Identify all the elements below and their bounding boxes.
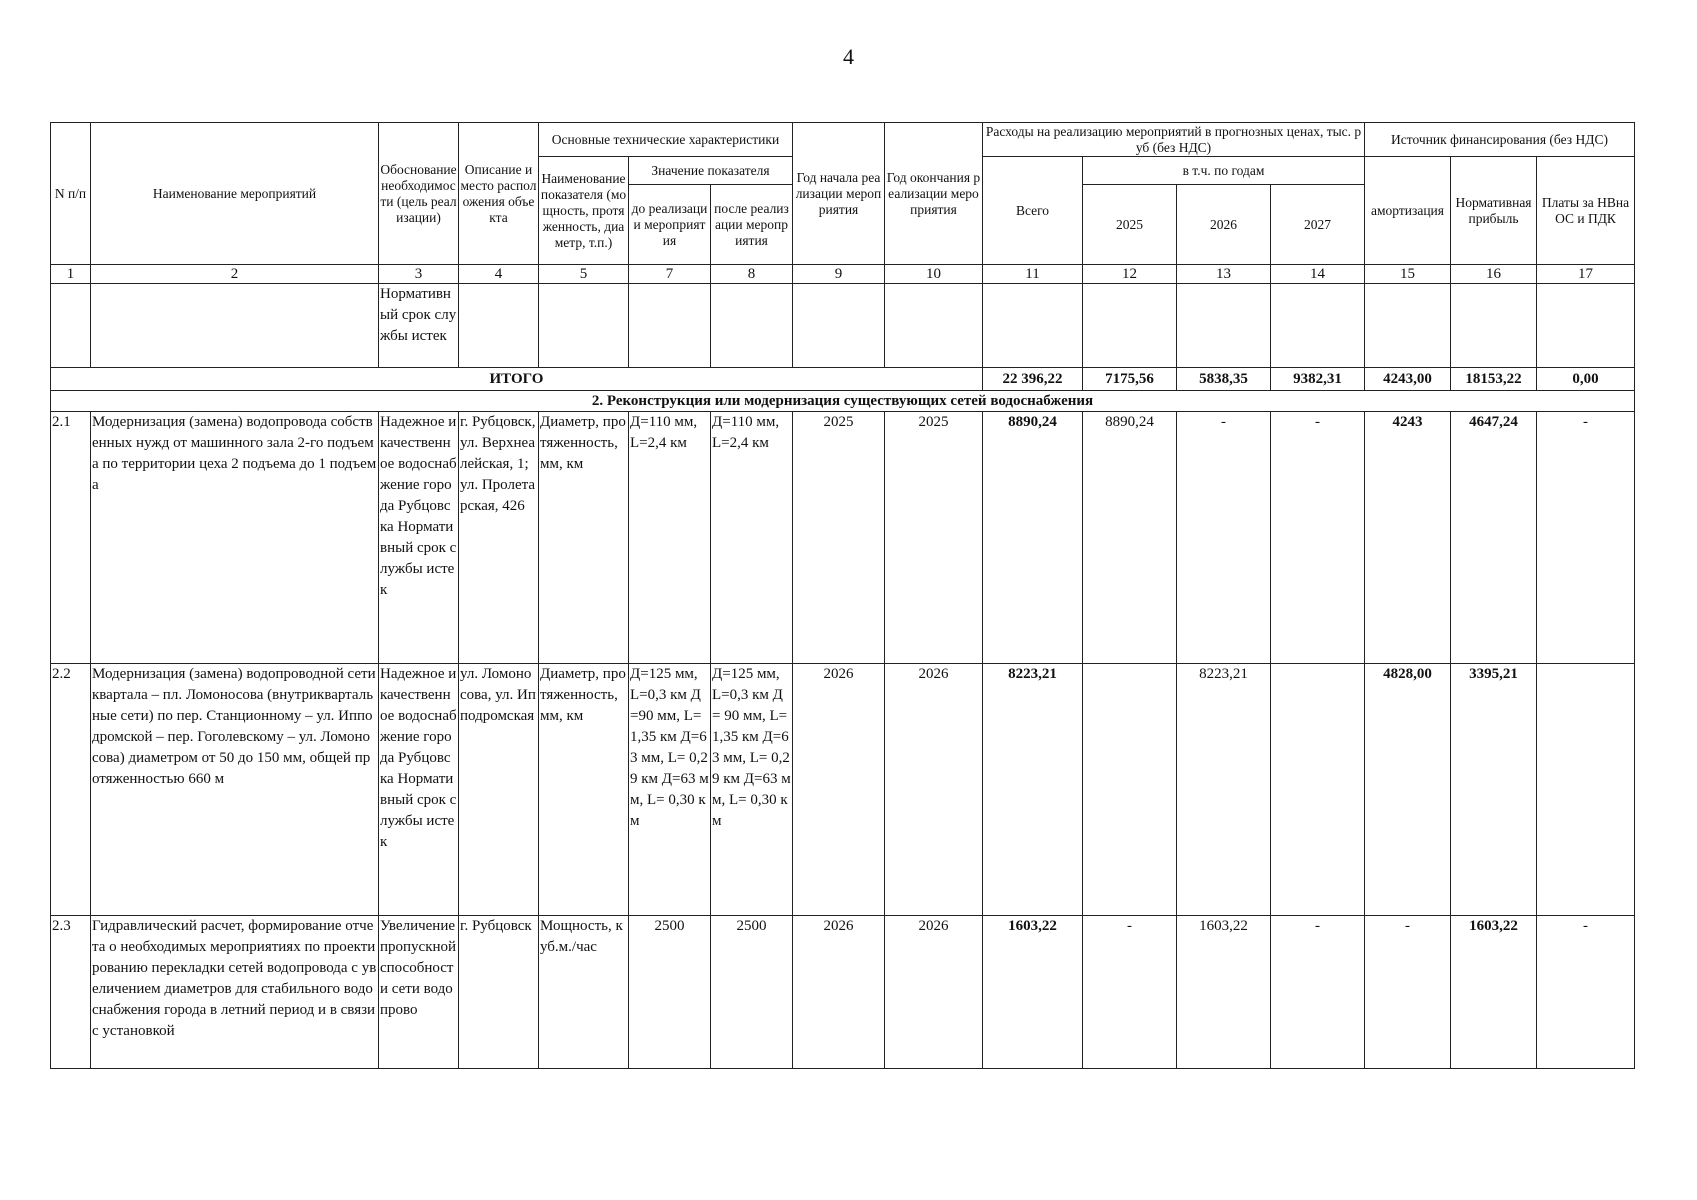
header-source-group: Источник финансирования (без НДС) [1365, 123, 1635, 157]
row-justification: Надежное и качественное водоснабжение города Рубцовска Нормативный срок службы истек [379, 412, 459, 664]
row-2026: 8223,21 [1177, 664, 1271, 916]
page-number: 4 [843, 44, 854, 69]
row-num: 2.3 [51, 916, 91, 1069]
header-before: до реализации мероприятия [629, 185, 711, 265]
column-number: 1 [51, 265, 91, 284]
table-row [51, 412, 1635, 664]
header-2025: 2025 [1083, 185, 1177, 265]
row-after: Д=110 мм, L=2,4 км [711, 412, 793, 664]
row-num: 2.1 [51, 412, 91, 664]
row-2025: - [1083, 916, 1177, 1069]
header-location: Описание и место расположения объекта [459, 123, 539, 265]
header-total: Всего [983, 157, 1083, 265]
header-by-years: в т.ч. по годам [1083, 157, 1365, 185]
row-total: 8223,21 [983, 664, 1083, 916]
header-year-end: Год окончания реализации мероприятия [885, 123, 983, 265]
row-name: Модернизация (замена) водопровода собственных нужд от машинного зала 2-го подъема по территории цеха 2 подъема до 1 подъема [91, 412, 379, 664]
header-name: Наименование мероприятий [91, 123, 379, 265]
column-number: 14 [1271, 265, 1365, 284]
header-after: после реализации мероприятия [711, 185, 793, 265]
itogo-2026: 5838,35 [1177, 368, 1271, 391]
header-year-start: Год начала реализации мероприятия [793, 123, 885, 265]
column-number: 16 [1451, 265, 1537, 284]
column-number: 12 [1083, 265, 1177, 284]
row-after: Д=125 мм, L=0,3 км Д= 90 мм, L=1,35 км Д=63 мм, L= 0,29 км Д=63 мм, L= 0,30 км [711, 664, 793, 916]
header-2026: 2026 [1177, 185, 1271, 265]
header-indicator-value: Значение показателя [629, 157, 793, 185]
column-number: 2 [91, 265, 379, 284]
row-indicator: Мощность, куб.м./час [539, 916, 629, 1069]
row-2027: - [1271, 412, 1365, 664]
column-number: 8 [711, 265, 793, 284]
row-2026: - [1177, 412, 1271, 664]
header-justification: Обоснование необходимости (цель реализации) [379, 123, 459, 265]
row-year-start: 2026 [793, 916, 885, 1069]
row-year-end: 2025 [885, 412, 983, 664]
row-amortization: - [1365, 916, 1451, 1069]
itogo-2027: 9382,31 [1271, 368, 1365, 391]
header-tech-group: Основные технические характеристики [539, 123, 793, 157]
row-justification: Увеличение пропускной способности сети водопрово [379, 916, 459, 1069]
row-year-end: 2026 [885, 664, 983, 916]
itogo-normative-profit: 18153,22 [1451, 368, 1537, 391]
row-2025 [1083, 664, 1177, 916]
row-indicator: Диаметр, протяженность, мм, км [539, 664, 629, 916]
row-normative-profit: 4647,24 [1451, 412, 1537, 664]
itogo-amortization: 4243,00 [1365, 368, 1451, 391]
row-year-end: 2026 [885, 916, 983, 1069]
row-fees: - [1537, 916, 1635, 1069]
row-before: Д=110 мм, L=2,4 км [629, 412, 711, 664]
row-indicator: Диаметр, протяженность, мм, км [539, 412, 629, 664]
header-normative-profit: Нормативная прибыль [1451, 157, 1537, 265]
header-expenses-group: Расходы на реализацию мероприятий в прогнозных ценах, тыс. руб (без НДС) [983, 123, 1365, 157]
itogo-row [51, 368, 1635, 391]
header-indicator-name: Наименование показателя (мощность, протяженность, диаметр, т.п.) [539, 157, 629, 265]
column-number: 17 [1537, 265, 1635, 284]
column-number: 13 [1177, 265, 1271, 284]
column-number: 7 [629, 265, 711, 284]
measures-table [50, 122, 1635, 1069]
itogo-label: ИТОГО [51, 368, 983, 391]
row-fees: - [1537, 412, 1635, 664]
row-after: 2500 [711, 916, 793, 1069]
row-name: Гидравлический расчет, формирование отчета о необходимых мероприятиях по проектированию перекладки сетей водопровода с увеличением диаметров для стабильного водоснабжения города в летний период и в связи с установкой [91, 916, 379, 1069]
column-number: 5 [539, 265, 629, 284]
column-number: 10 [885, 265, 983, 284]
column-number: 4 [459, 265, 539, 284]
itogo-total: 22 396,22 [983, 368, 1083, 391]
row-location: г. Рубцовск, ул. Верхнеалейская, 1; ул. Пролетарская, 426 [459, 412, 539, 664]
row-2027: - [1271, 916, 1365, 1069]
row-location: ул. Ломоносова, ул. Ипподромская [459, 664, 539, 916]
row-fees [1537, 664, 1635, 916]
section-row [51, 391, 1635, 412]
carry-over-justification: Нормативный срок службы истек [379, 284, 459, 368]
header-2027: 2027 [1271, 185, 1365, 265]
section-title: 2. Реконструкция или модернизация существующих сетей водоснабжения [51, 391, 1635, 412]
column-number: 11 [983, 265, 1083, 284]
header-fees: Платы за НВнаОС и ПДК [1537, 157, 1635, 265]
column-number: 3 [379, 265, 459, 284]
itogo-fees: 0,00 [1537, 368, 1635, 391]
header-amortization: амортизация [1365, 157, 1451, 265]
row-location: г. Рубцовск [459, 916, 539, 1069]
column-number: 9 [793, 265, 885, 284]
row-2027 [1271, 664, 1365, 916]
row-before: 2500 [629, 916, 711, 1069]
row-2025: 8890,24 [1083, 412, 1177, 664]
row-name: Модернизация (замена) водопроводной сети квартала – пл. Ломоносова (внутриквартальные сети) по пер. Станционному – ул. Ипподромской – пер. Гоголевскому – ул. Ломоносова) диаметром от 50 до 150 мм, общей протяженностью 660 м [91, 664, 379, 916]
itogo-2025: 7175,56 [1083, 368, 1177, 391]
table-row [51, 664, 1635, 916]
table-row [51, 916, 1635, 1069]
column-number: 15 [1365, 265, 1451, 284]
column-numbers-row [51, 265, 1635, 284]
row-normative-profit: 1603,22 [1451, 916, 1537, 1069]
row-year-start: 2025 [793, 412, 885, 664]
row-justification: Надежное и качественное водоснабжение города Рубцовска Нормативный срок службы истек [379, 664, 459, 916]
row-normative-profit: 3395,21 [1451, 664, 1537, 916]
row-amortization: 4828,00 [1365, 664, 1451, 916]
row-num: 2.2 [51, 664, 91, 916]
header-num: N п/п [51, 123, 91, 265]
row-before: Д=125 мм, L=0,3 км Д=90 мм, L= 1,35 км Д=63 мм, L= 0,29 км Д=63 мм, L= 0,30 км [629, 664, 711, 916]
carry-over-row [51, 284, 1635, 368]
row-total: 8890,24 [983, 412, 1083, 664]
row-total: 1603,22 [983, 916, 1083, 1069]
row-2026: 1603,22 [1177, 916, 1271, 1069]
row-amortization: 4243 [1365, 412, 1451, 664]
row-year-start: 2026 [793, 664, 885, 916]
